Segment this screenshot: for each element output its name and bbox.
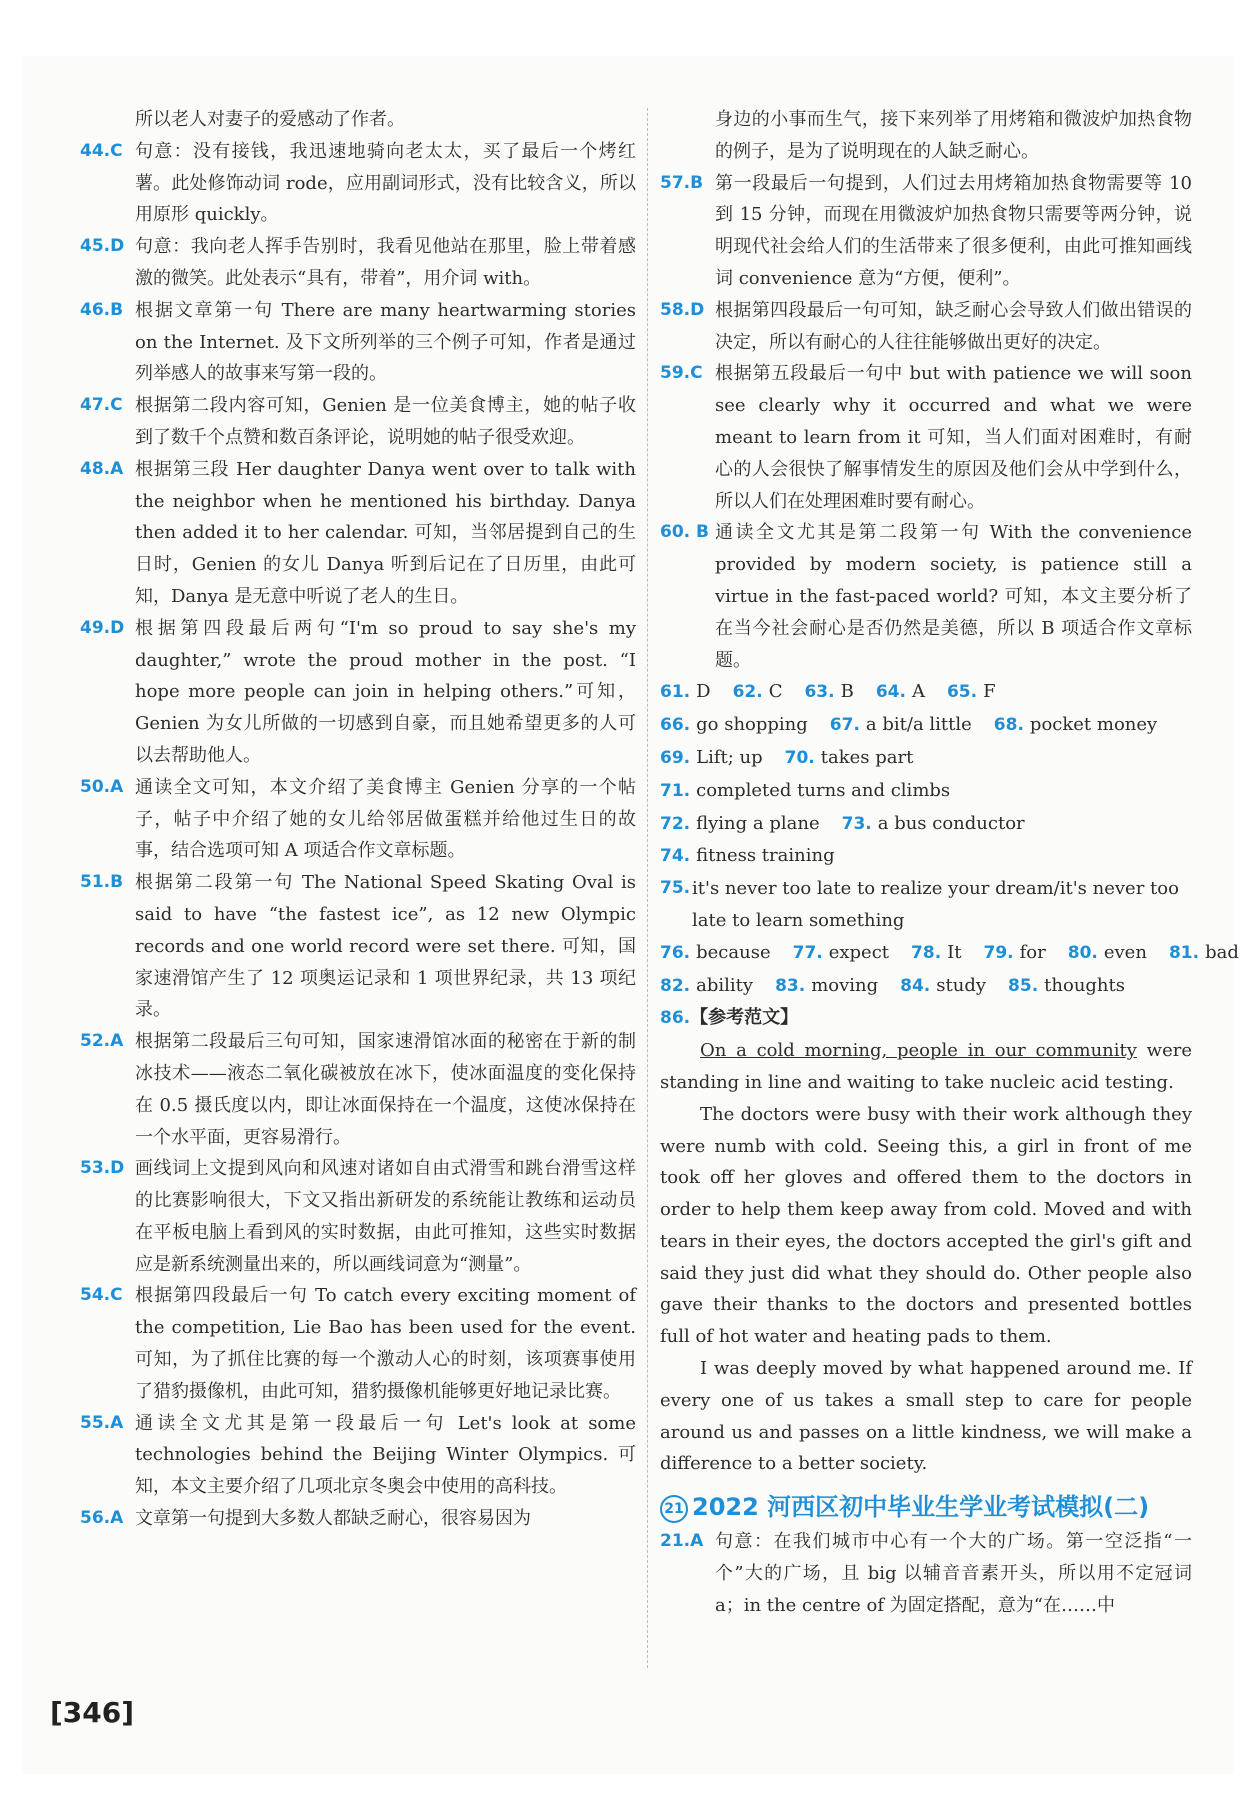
question-number: 68. — [993, 715, 1024, 736]
answer-text: go shopping — [696, 714, 808, 736]
answer-text: for — [1019, 941, 1046, 963]
question-number: 48.A — [80, 458, 124, 479]
answer-entry — [994, 714, 1157, 735]
explanation-text: 所以老人对妻子的爱感动了作者。 — [135, 109, 405, 130]
question-number: 73. — [841, 813, 872, 834]
question-number: 54.C — [80, 1285, 123, 1306]
essay-paragraph-3: I was deeply moved by what happened around me. If every one of us takes a small step to care for people around us and passes on a little kindness, we will make a difference to a better society. — [660, 1358, 1192, 1475]
explanation-text: 文章第一句提到大多数人都缺乏耐心，很容易因为 — [135, 1508, 531, 1530]
question-number: 56.A — [80, 1508, 124, 1529]
explanation-text: 通读全文可知，本文介绍了美食博主 Genien 分享的一个帖子，帖子中介绍了她的女儿给邻居做蛋糕并给他过生日的故事，结合选项可知 A 项适合作文章标题。 — [135, 776, 636, 862]
answer-text: flying a plane — [696, 812, 820, 834]
answer-line — [660, 970, 1192, 1003]
question-number: 71. — [660, 780, 691, 801]
answer-entry — [842, 813, 1025, 834]
answer-item — [80, 295, 636, 390]
section-heading: 21 2022 河西区初中毕业生学业考试模拟(二) — [660, 1488, 1192, 1526]
explanation-text: 根据第四段最后一句 To catch every exciting moment of the competition, Lie Bao has been used for the event. 可知，为了抓住比赛的每一个激动人心的时刻，该项赛事使用了猎豹摄像机，由此可知，猎豹摄像机能够更好地记录比赛。 — [135, 1285, 636, 1402]
section-number-badge: 21 — [660, 1495, 688, 1523]
answer-entry — [1008, 975, 1125, 996]
answer-text: D — [696, 681, 711, 703]
question-number: 63. — [804, 682, 835, 703]
answer-item — [80, 613, 636, 772]
answer-entry — [660, 681, 711, 702]
answer-entry — [911, 942, 961, 963]
question-number: 76. — [660, 942, 691, 963]
answer-item — [660, 104, 1192, 168]
answer-entry — [660, 942, 771, 963]
answer-item — [80, 454, 636, 613]
answer-line — [660, 709, 1192, 742]
answer-entry — [900, 975, 986, 996]
explanation-text: 画线词上文提到风向和风速对诸如自由式滑雪和跳台滑雪这样的比赛影响很大，下文又指出新研发的系统能让教练和运动员在平板电脑上看到风的实时数据，由此可推知，这些实时数据应是新系统测量出来的，所以画线词意为“测量”。 — [135, 1158, 636, 1275]
answer-item — [80, 104, 636, 136]
answer-item — [660, 168, 1192, 295]
answer-text: completed turns and climbs — [696, 779, 951, 801]
answer-entry — [1169, 942, 1239, 963]
answer-entry — [775, 975, 878, 996]
column-divider — [647, 108, 648, 1668]
answer-entry — [947, 681, 996, 702]
answer-item — [660, 517, 1192, 676]
question-number: 46.B — [80, 299, 124, 320]
explanation-text: 通读全文尤其是第一段最后一句 Let's look at some technologies behind the Beijing Winter Olympics. 可知，本文主要介绍了几项北京冬奥会中使用的高科技。 — [135, 1412, 636, 1498]
answer-item — [80, 390, 636, 454]
explanation-text: 根据文章第一句 There are many heartwarming stories on the Internet. 及下文所列举的三个例子可知，作者是通过列举感人的故事来写第一段的。 — [135, 299, 636, 385]
answer-entry — [804, 681, 853, 702]
essay-paragraph-2: The doctors were busy with their work although they were numb with cold. Seeing this, a girl in front of me took off her gloves and offered them to the doctors in order to help them keep away from cold. Moved and with tears in their eyes, the doctors accepted the girl's gift and said they just did what they should do. Other people also gave their thanks to the doctors and presented bottles full of hot water and heating pads to them. — [660, 1103, 1192, 1348]
answer-item — [80, 1026, 636, 1153]
question-number: 51.B — [80, 872, 124, 893]
answer-item — [80, 231, 636, 295]
answer-entry — [876, 681, 925, 702]
question-number: 77. — [792, 942, 823, 963]
answer-entry — [733, 681, 783, 702]
explanation-text: 根据第二段内容可知，Genien 是一位美食博主，她的帖子收到了数千个点赞和数百条评论，说明她的帖子很受欢迎。 — [135, 395, 636, 448]
answer-text: even — [1103, 941, 1147, 963]
question-number: 69. — [660, 747, 691, 768]
explanation-text: 通读全文尤其是第二段第一句 With the convenience provided by modern society, is patience still a virtue in the fast-paced world? 可知，本文主要分析了在当今社会耐心是否仍然是美德，所以 B 项适合作文章标题。 — [715, 522, 1192, 671]
answer-text: takes part — [820, 746, 914, 768]
short-answers — [660, 676, 1192, 873]
answer-item — [80, 867, 636, 1026]
explanation-text: 句意：我向老人挥手告别时，我看见他站在那里，脸上带着感激的微笑。此处表示“具有，带着”，用介词 with。 — [135, 236, 636, 289]
answer-line — [660, 808, 1192, 841]
question-number: 70. — [784, 747, 815, 768]
question-number: 57.B — [660, 172, 704, 193]
answer-text: F — [983, 681, 996, 703]
explanation-text: 根据第三段 Her daughter Danya went over to talk with the neighbor when he mentioned his birthday. Danya then added it to her calendar. 可知，当邻居提到自己的生日时，Genien 的女儿 Danya 听到后记在了日历里，由此可知，Danya 是无意中听说了老人的生日。 — [135, 458, 636, 607]
answer-text: bad — [1205, 941, 1239, 963]
answer-item — [660, 358, 1192, 517]
answer-text: Lift; up — [696, 746, 763, 768]
answer-page — [22, 56, 1239, 1774]
question-number: 49.D — [80, 617, 125, 638]
answer-entry — [793, 942, 889, 963]
explanation-text: 身边的小事而生气，接下来列举了用烤箱和微波炉加热食物的例子，是为了说明现在的人缺乏耐心。 — [715, 109, 1192, 162]
answer-entry — [660, 714, 808, 735]
answer-entry — [660, 845, 835, 866]
answer-entry — [660, 975, 753, 996]
explanation-text: 第一段最后一句提到，人们过去用烤箱加热食物需要等 10 到 15 分钟，而现在用微波炉加热食物只需要等两分钟，说明现代社会给人们的生活带来了很多便利，由此可推知画线词 convenience 意为“方便，便利”。 — [715, 172, 1192, 289]
answer-text: ability — [696, 974, 754, 996]
question-number: 82. — [660, 975, 691, 996]
question-number: 66. — [660, 715, 691, 736]
answer-text: expect — [828, 941, 890, 963]
question-number: 67. — [829, 715, 860, 736]
question-number: 65. — [946, 682, 978, 703]
answer-line — [660, 937, 1239, 970]
answer-text: thoughts — [1044, 974, 1125, 996]
essay-paragraph-1: On a cold morning, people in our community were standing in line and waiting to take nucleic acid testing. — [660, 1040, 1192, 1093]
explanation-text: 句意：没有接钱，我迅速地骑向老太太，买了最后一个烤红薯。此处修饰动词 rode，应用副词形式，没有比较含义，所以用原形 quickly。 — [135, 140, 636, 226]
answer-item — [80, 136, 636, 231]
answer-entry — [830, 714, 972, 735]
question-number: 72. — [660, 813, 691, 834]
answer-entry — [984, 942, 1046, 963]
answer-text: C — [768, 681, 783, 703]
answer-item — [660, 295, 1192, 359]
model-essay — [660, 1002, 1192, 1480]
answer-text: fitness training — [696, 845, 835, 867]
answer-text: A — [911, 681, 925, 703]
question-number: 79. — [983, 942, 1014, 963]
answer-text: It — [947, 941, 962, 963]
question-number: 55.A — [80, 1412, 124, 1433]
right-column — [660, 104, 1239, 1622]
left-column — [80, 104, 636, 1535]
answer-line — [660, 775, 1192, 808]
answer-item — [80, 1408, 636, 1503]
answer-line — [660, 742, 1192, 775]
question-number: 81. — [1168, 942, 1200, 963]
answer-text: pocket money — [1029, 714, 1158, 736]
short-answers-2 — [660, 937, 1239, 1003]
answer-entry — [660, 780, 950, 801]
answer-text: because — [696, 941, 771, 963]
answer-text: a bit/a little — [865, 714, 972, 736]
question-number: 85. — [1008, 975, 1039, 996]
essay-heading: 86.【参考范文】 — [660, 1007, 799, 1029]
answer-text: B — [840, 681, 854, 703]
question-number: 44.C — [80, 140, 123, 161]
question-number: 84. — [900, 975, 931, 996]
question-number: 58.D — [660, 299, 705, 320]
page-number: [346] — [50, 1696, 135, 1729]
question-number: 45.D — [80, 236, 125, 257]
answer-entry — [660, 747, 763, 768]
answer-text: a bus conductor — [877, 812, 1025, 834]
answer-item — [80, 1280, 636, 1407]
question-number: 83. — [775, 975, 806, 996]
question-number: 62. — [732, 682, 763, 703]
question-number: 50.A — [80, 776, 124, 797]
answer-text: moving — [811, 974, 879, 996]
question-number: 78. — [911, 942, 942, 963]
answer-item — [80, 772, 636, 867]
question-number: 52.A — [80, 1031, 124, 1052]
question-number: 59.C — [660, 363, 703, 384]
question-number: 61. — [660, 682, 691, 703]
explanation-text: 根据第五段最后一句中 but with patience we will soon see clearly why it occurred and what we were meant to learn from it 可知，当人们面对困难时，有耐心的人会很快了解事情发生的原因及他们会从中学到什么，所以人们在处理困难时要有耐心。 — [715, 363, 1192, 512]
question-number: 80. — [1067, 942, 1098, 963]
question-number: 53.D — [80, 1158, 125, 1179]
answer-entry — [785, 747, 914, 768]
answer-line — [660, 676, 1192, 709]
explanation-text: 根据第二段最后三句可知，国家速滑馆冰面的秘密在于新的制冰技术——液态二氧化碳被放在冰下，使冰面温度的变化保持在 0.5 摄氏度以内，即让冰面保持在一个温度，这使冰保持在一个水平面，更容易滑行。 — [135, 1031, 636, 1148]
answer-text: study — [936, 974, 987, 996]
explanation-text: 根据第四段最后一句可知，缺乏耐心会导致人们做出错误的决定，所以有耐心的人往往能够做出更好的决定。 — [715, 299, 1192, 353]
question-number: 64. — [875, 682, 906, 703]
question-number: 74. — [660, 846, 691, 867]
answer-item-75: 75. it's never too late to realize your dream/it's never too late to learn something — [660, 878, 1179, 931]
answer-item — [80, 1153, 636, 1280]
answer-line — [660, 840, 1192, 873]
answer-entry — [660, 813, 820, 834]
question-number: 60. B — [660, 522, 709, 543]
answer-item-21: 21.A 句意：在我们城市中心有一个大的广场。第一空泛指“一个”大的广场，且 big 以辅音音素开头，所以用不定冠词 a；in the centre of 为固定搭配，意为“在……中 — [660, 1531, 1192, 1616]
question-number: 47.C — [80, 395, 123, 416]
answer-entry — [1068, 942, 1147, 963]
answer-item — [80, 1503, 636, 1535]
explanation-text: 根据第四段最后两句“I'm so proud to say she's my daughter,” wrote the proud mother in the post. “I hope more people can join in helping others.”可知，Genien 为女儿所做的一切感到自豪，而且她希望更多的人可以去帮助他人。 — [135, 617, 636, 766]
explanation-text: 根据第二段第一句 The National Speed Skating Oval is said to have “the fastest ice”, as 12 new Olympic records and one world record were set there. 可知，国家速滑馆产生了 12 项奥运记录和 1 项世界纪录，共 13 项纪录。 — [135, 872, 636, 1021]
